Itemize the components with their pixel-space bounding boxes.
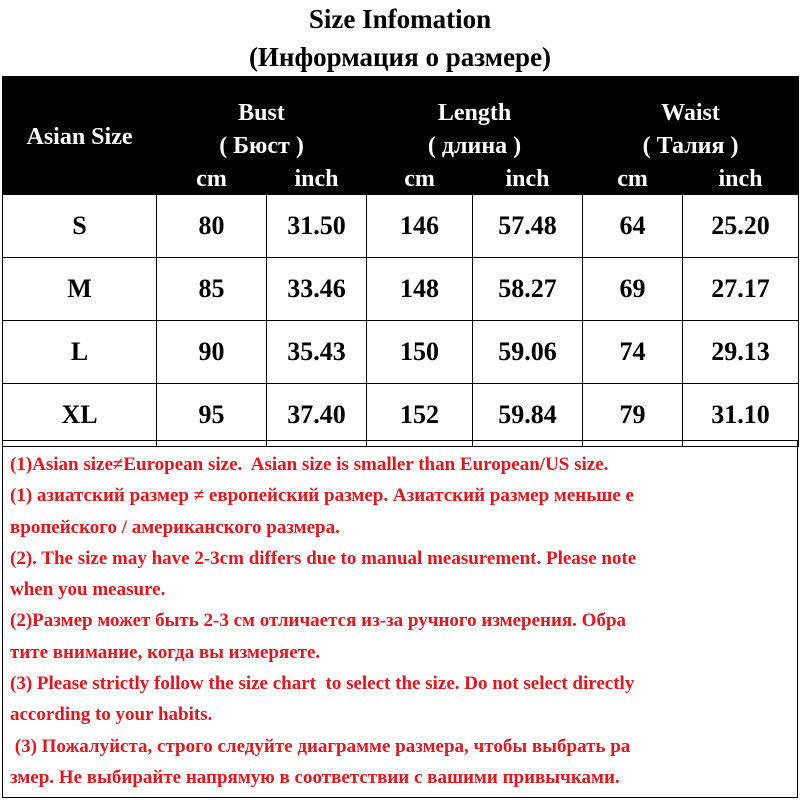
- asian-size-header: Asian Size: [3, 77, 157, 195]
- note-line: (2)Размер может быть 2-3 см отличается из-за ручного измерения. Обра: [10, 610, 627, 632]
- page-subtitle: (Информация о размере): [248, 42, 552, 72]
- unit-inch: inch: [473, 164, 583, 195]
- value-cell: 150: [367, 321, 473, 384]
- value-cell: 146: [367, 195, 473, 258]
- bust-translation: ( Бюст ): [219, 133, 304, 159]
- value-cell: 33.46: [267, 258, 367, 321]
- value-cell: 37.40: [267, 384, 367, 447]
- note-line: (3) Пожалуйста, строго следуйте диаграмме размера, чтобы выбрать ра: [10, 735, 631, 757]
- size-table: [2, 76, 799, 447]
- value-cell: 79: [583, 384, 683, 447]
- waist-translation: ( Талия ): [642, 133, 739, 159]
- value-cell: 64: [583, 195, 683, 258]
- value-cell: 80: [157, 195, 267, 258]
- length-translation: ( длина ): [427, 133, 522, 159]
- unit-cm: cm: [157, 164, 267, 195]
- value-cell: 59.84: [473, 384, 583, 447]
- table-row: [3, 258, 799, 321]
- value-cell: 31.10: [683, 384, 799, 447]
- note-line: (1)Asian size≠European size. Asian size is smaller than European/US size.: [10, 454, 609, 475]
- value-cell: 57.48: [473, 195, 583, 258]
- value-cell: 59.06: [473, 321, 583, 384]
- value-cell: 148: [367, 258, 473, 321]
- size-cell: M: [3, 258, 157, 321]
- bust-label: Bust: [238, 100, 285, 126]
- table-row: [3, 384, 799, 447]
- unit-cm: cm: [367, 164, 473, 195]
- note-line: according to your habits.: [10, 704, 213, 726]
- value-cell: 85: [157, 258, 267, 321]
- note-line: (2). The size may have 2-3cm differs due to manual measurement. Please note: [10, 547, 637, 569]
- value-cell: 25.20: [683, 195, 799, 258]
- unit-inch: inch: [267, 164, 367, 195]
- value-cell: 27.17: [683, 258, 799, 321]
- value-cell: 58.27: [473, 258, 583, 321]
- unit-cm: cm: [583, 164, 683, 195]
- notes-box: [2, 440, 798, 798]
- value-cell: 35.43: [267, 321, 367, 384]
- note-line: вропейского / американского размера.: [10, 516, 340, 538]
- waist-label: Waist: [661, 100, 720, 126]
- value-cell: 31.50: [267, 195, 367, 258]
- value-cell: 69: [583, 258, 683, 321]
- value-cell: 29.13: [683, 321, 799, 384]
- note-line: (1) азиатский размер ≠ европейский размер. Азиатский размер меньше е: [10, 485, 634, 507]
- value-cell: 74: [583, 321, 683, 384]
- unit-inch: inch: [683, 164, 799, 195]
- note-line: (3) Please strictly follow the size chart to select the size. Do not select directly: [10, 673, 635, 695]
- note-line: when you measure.: [10, 579, 166, 601]
- table-row: [3, 321, 799, 384]
- value-cell: 95: [157, 384, 267, 447]
- value-cell: 90: [157, 321, 267, 384]
- note-line: тите внимание, когда вы измеряете.: [10, 641, 321, 663]
- note-line: змер. Не выбирайте напрямую в соответствии с вашими привычками.: [10, 766, 620, 788]
- table-row: [3, 195, 799, 258]
- value-cell: 152: [367, 384, 473, 447]
- length-label: Length: [437, 100, 512, 126]
- size-cell: S: [3, 195, 157, 258]
- waist-header: [583, 77, 799, 164]
- bust-header: [157, 77, 367, 164]
- length-header: [367, 77, 583, 164]
- page-title: Size Infomation: [308, 4, 492, 34]
- size-cell: L: [3, 321, 157, 384]
- size-cell: XL: [3, 384, 157, 447]
